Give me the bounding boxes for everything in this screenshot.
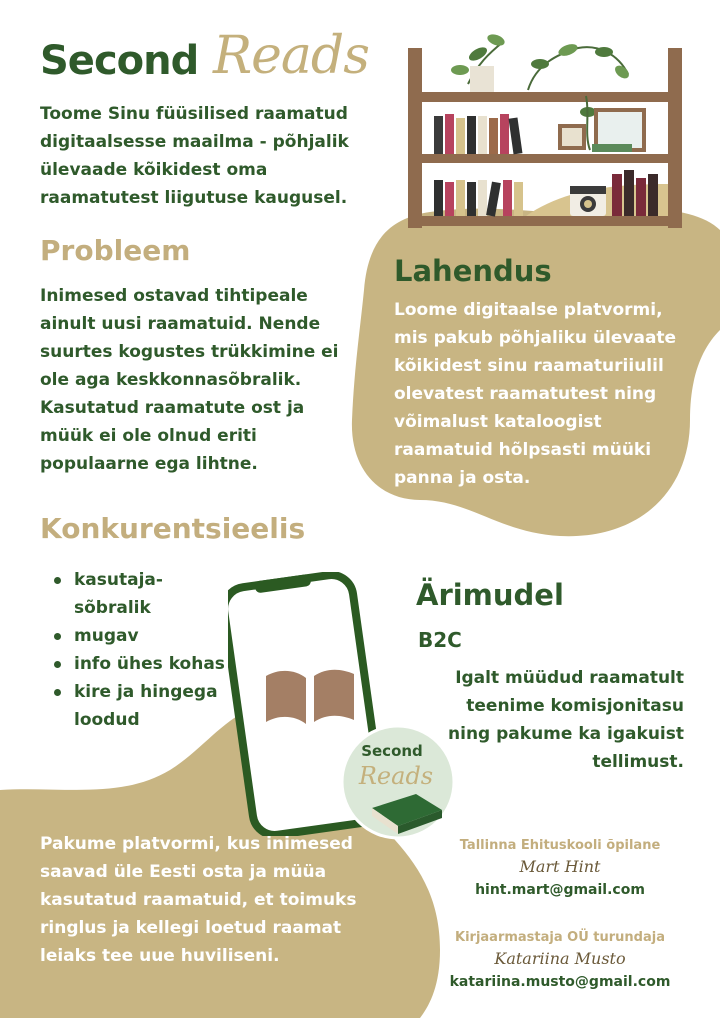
- contact-role: Tallinna Ehituskooli õpilane: [459, 838, 661, 853]
- badge-line-1: Second: [361, 742, 423, 760]
- contact-signature: Katariina Musto: [494, 949, 626, 968]
- business-type: B2C: [418, 628, 462, 652]
- business-text: Igalt müüdud raamatult teenime komisjonitasu ning pakume ka igakuist tellimust.: [448, 668, 684, 772]
- advantage-item: kasutaja-sõbralik: [50, 566, 230, 622]
- tagline: Toome Sinu füüsilised raamatud digitaalsesse maailma - põhjalik ülevaade kõikidest oma raamatutest liigutuse kaugusel.: [40, 104, 349, 208]
- contact-1: [440, 838, 680, 898]
- contact-role: Kirjaarmastaja OÜ turundaja: [455, 930, 665, 945]
- advantage-heading: Konkurentsieelis: [40, 512, 306, 545]
- summary-text: Pakume platvormi, kus inimesed saavad üle Eesti osta ja müüa kasutatud raamatuid, et toimuks ringlus ja kellegi loetud raamat leiaks tee uue huviliseni.: [40, 834, 357, 966]
- advantage-item: mugav: [50, 622, 230, 650]
- problem-text: Inimesed ostavad tihtipeale ainult uusi raamatuid. Nende suurtes kogustes trükkimine ei ole aga keskkonnasõbralik. Kasutatud raamatute ost ja müük ei ole olnud eriti populaarne ega lihtne.: [40, 286, 339, 474]
- problem-heading: Probleem: [40, 234, 191, 267]
- brand-word-reads: Reads: [213, 26, 369, 86]
- contact-email[interactable]: katariina.musto@gmail.com: [449, 974, 671, 990]
- contact-signature: Mart Hint: [519, 857, 601, 876]
- contact-email[interactable]: hint.mart@gmail.com: [475, 882, 645, 898]
- solution-text: Loome digitaalse platvormi, mis pakub põhjaliku ülevaate kõikidest sinu raamaturiiulil olevatest raamatutest ning võimalust kataloogist raamatuid hõlpsasti müüki panna ja osta.: [394, 300, 677, 488]
- advantage-list: [50, 566, 230, 734]
- badge-line-2: Reads: [358, 762, 434, 790]
- contact-2: [440, 930, 680, 990]
- business-heading: Ärimudel: [416, 578, 564, 612]
- advantage-item: info ühes kohas: [50, 650, 230, 678]
- brand-word-second: Second: [40, 38, 199, 84]
- solution-heading: Lahendus: [394, 254, 552, 288]
- bookshelf-illustration: [408, 24, 688, 230]
- advantage-item: kire ja hingega loodud: [50, 678, 230, 734]
